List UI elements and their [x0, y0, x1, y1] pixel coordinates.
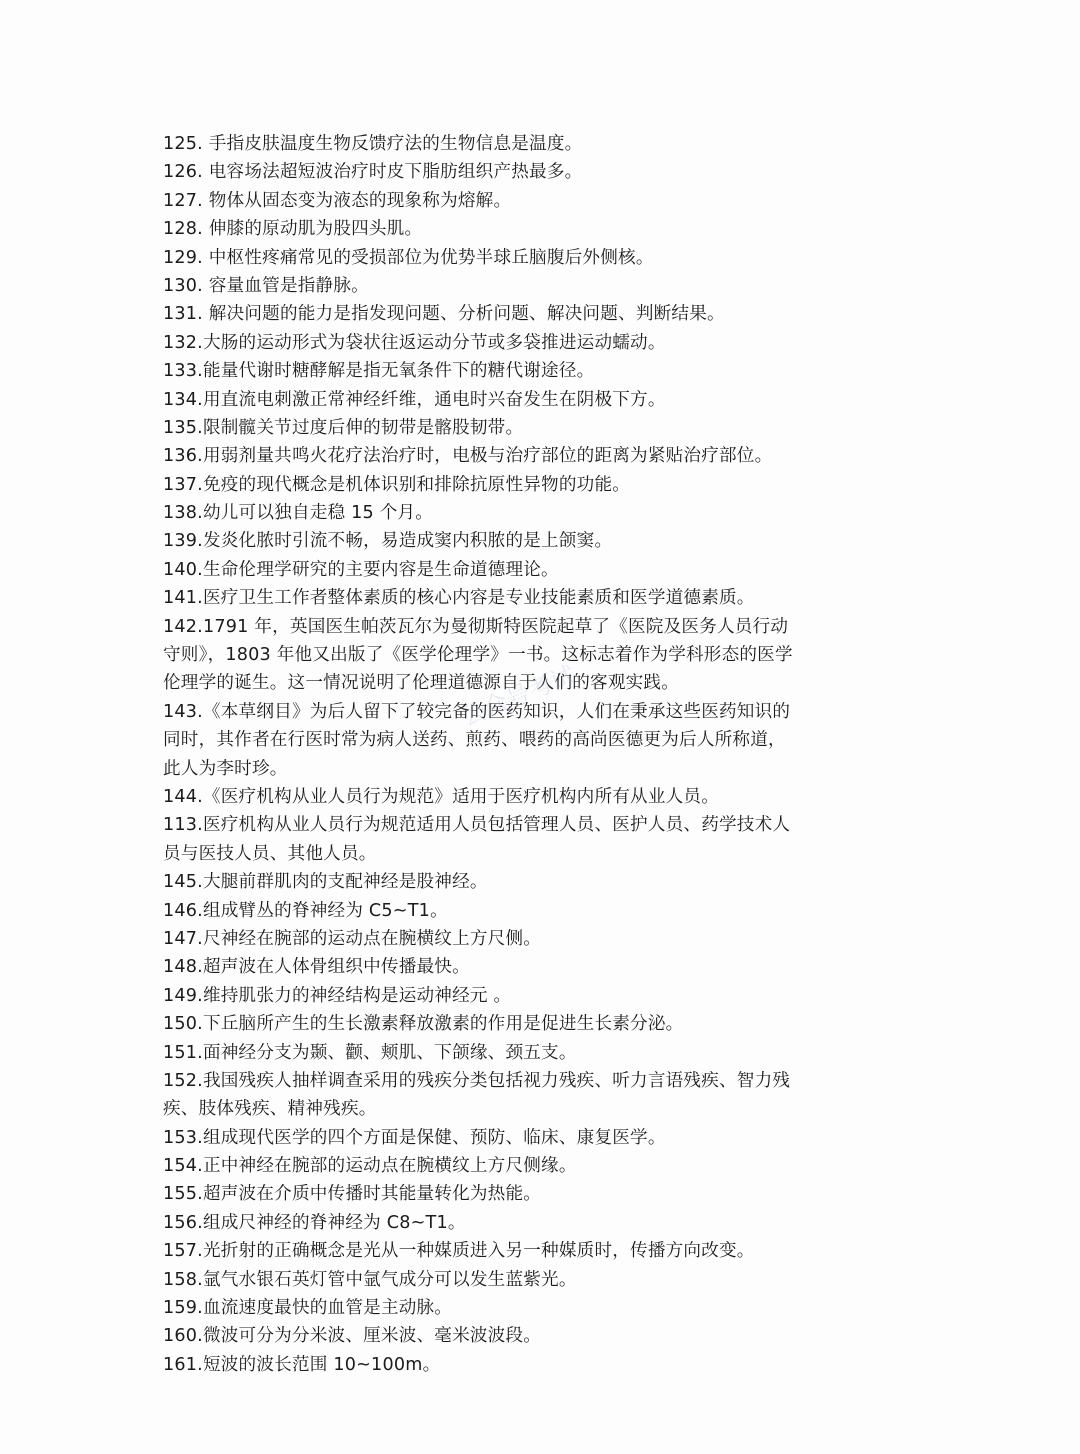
- watermark: 公众号考试: [457, 660, 579, 732]
- document-line: 149.维持肌张力的神经结构是运动神经元 。: [163, 985, 512, 1006]
- document-line: 130. 容量血管是指静脉。: [163, 275, 369, 296]
- document-line: 138.幼儿可以独自走稳 15 个月。: [163, 503, 434, 524]
- document-line: 同时，其作者在行医时常为病人送药、煎药、喂药的高尚医德更为后人所称道，: [163, 730, 786, 751]
- document-line: 150.下丘脑所产生的生长激素释放激素的作用是促进生长素分泌。: [163, 1014, 684, 1035]
- document-line: 158.氩气水银石英灯管中氩气成分可以发生蓝紫光。: [163, 1269, 577, 1290]
- document-line: 155.超声波在介质中传播时其能量转化为热能。: [163, 1184, 542, 1205]
- document-body: [163, 130, 863, 1379]
- document-line: 125. 手指皮肤温度生物反馈疗法的生物信息是温度。: [163, 134, 583, 154]
- document-line: 129. 中枢性疼痛常见的受损部位为优势半球丘脑腹后外侧核。: [163, 247, 654, 268]
- document-line: 160.微波可分为分米波、厘米波、毫米波波段。: [163, 1326, 542, 1347]
- document-line: 守则》，1803 年他又出版了《医学伦理学》一书。这标志着作为学科形态的医学: [163, 645, 793, 666]
- document-line: 140.生命伦理学研究的主要内容是生命道德理论。: [163, 559, 559, 580]
- document-line: 143.《本草纲目》为后人留下了较完备的医药知识，人们在秉承这些医药知识的: [163, 701, 791, 722]
- document-line: 126. 电容场法超短波治疗时皮下脂肪组织产热最多。: [163, 162, 583, 183]
- document-line: 127. 物体从固态变为液态的现象称为熔解。: [163, 190, 512, 211]
- document-line: 161.短波的波长范围 10~100m。: [163, 1354, 441, 1375]
- document-line: 151.面神经分支为颞、颧、颊肌、下颌缘、颈五支。: [163, 1042, 577, 1063]
- document-line: 156.组成尺神经的脊神经为 C8~T1。: [163, 1212, 466, 1233]
- document-line: 141.医疗卫生工作者整体素质的核心内容是专业技能素质和医学道德素质。: [163, 588, 755, 609]
- document-line: 148.超声波在人体骨组织中传播最快。: [163, 957, 470, 978]
- document-line: 135.限制髋关节过度后伸的韧带是髂股韧带。: [163, 417, 524, 438]
- document-line: 113.医疗机构从业人员行为规范适用人员包括管理人员、医护人员、药学技术人: [163, 815, 791, 836]
- document-line: 139.发炎化脓时引流不畅，易造成窦内积脓的是上颌窦。: [163, 531, 613, 552]
- document-line: 145.大腿前群肌肉的支配神经是股神经。: [163, 872, 488, 893]
- document-line: 128. 伸膝的原动肌为股四头肌。: [163, 219, 423, 240]
- document-line: 146.组成臂丛的脊神经为 C5~T1。: [163, 900, 448, 921]
- document-line: 154.正中神经在腕部的运动点在腕横纹上方尺侧缘。: [163, 1156, 577, 1177]
- document-line: 153.组成现代医学的四个方面是保健、预防、临床、康复医学。: [163, 1127, 666, 1148]
- document-line: 133.能量代谢时糖酵解是指无氧条件下的糖代谢途径。: [163, 361, 595, 382]
- document-line: 132.大肠的运动形式为袋状往返运动分节或多袋推进运动蠕动。: [163, 332, 666, 353]
- document-line: 159.血流速度最快的血管是主动脉。: [163, 1298, 453, 1319]
- document-line: 157.光折射的正确概念是光从一种媒质进入另一种媒质时，传播方向改变。: [163, 1241, 755, 1262]
- document-line: 147.尺神经在腕部的运动点在腕横纹上方尺侧。: [163, 928, 542, 949]
- document-line: 144.《医疗机构从业人员行为规范》适用于医疗机构内所有从业人员。: [163, 786, 719, 807]
- document-line: 142.1791 年，英国医生帕茨瓦尔为曼彻斯特医院起草了《医院及医务人员行动: [163, 616, 789, 637]
- document-line: 136.用弱剂量共鸣火花疗法治疗时，电极与治疗部位的距离为紧贴治疗部位。: [163, 446, 773, 467]
- document-line: 伦理学的诞生。这一情况说明了伦理道德源自于人们的客观实践。: [163, 673, 680, 694]
- document-line: 152.我国残疾人抽样调查采用的残疾分类包括视力残疾、听力言语残疾、智力残: [163, 1070, 791, 1091]
- document-line: 此人为李时珍。: [163, 758, 288, 779]
- document-line: 疾、肢体残疾、精神残疾。: [163, 1099, 377, 1120]
- document-line: 134.用直流电刺激正常神经纤维，通电时兴奋发生在阴极下方。: [163, 389, 666, 410]
- document-line: 131. 解决问题的能力是指发现问题、分析问题、解决问题、判断结果。: [163, 304, 725, 325]
- document-line: 137.免疫的现代概念是机体识别和排除抗原性异物的功能。: [163, 474, 631, 495]
- document-line: 员与医技人员、其他人员。: [163, 843, 377, 864]
